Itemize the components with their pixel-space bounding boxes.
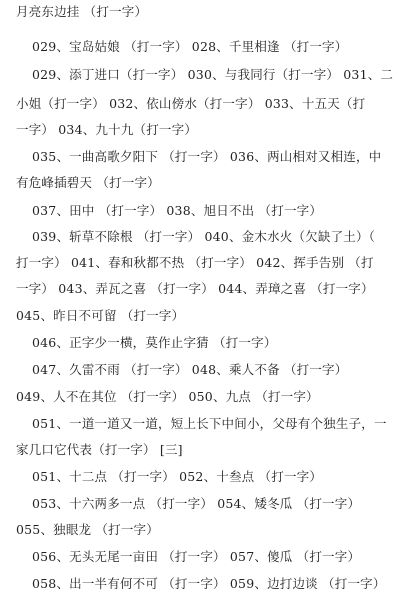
text-line: 家几口它代表（打一字） [三] xyxy=(16,442,183,457)
text-line: 打一字） 041、春和秋都不热 （打一字） 042、挥手告别 （打 xyxy=(16,255,374,270)
text-line: 051、十二点 （打一字） 052、十叁点 （打一字） xyxy=(32,469,323,484)
text-line: 035、一曲高歌夕阳下 （打一字） 036、两山相对又相连，中 xyxy=(32,149,382,164)
text-line: 小姐（打一字） 032、依山傍水（打一字） 033、十五天（打 xyxy=(16,96,366,111)
text-line: 055、独眼龙 （打一字） xyxy=(16,522,159,537)
text-line: 037、田中 （打一字） 038、旭日不出 （打一字） xyxy=(32,203,323,218)
text-line: 049、人不在其位 （打一字） 050、九点 （打一字） xyxy=(16,389,319,404)
text-line: 039、斩草不除根 （打一字） 040、金木水火（欠缺了土）（ xyxy=(32,229,376,244)
text-line: 047、久雷不雨 （打一字） 048、乘人不备 （打一字） xyxy=(32,362,348,377)
text-line: 045、昨日不可留 （打一字） xyxy=(16,308,185,323)
text-line: 月亮东边挂 （打一字） xyxy=(16,4,148,19)
text-line: 051、一道一道又一道，短上长下中间小，父母有个独生子，一 xyxy=(32,416,387,431)
text-line: 053、十六两多一点 （打一字） 054、矮冬瓜 （打一字） xyxy=(32,496,361,511)
text-line: 046、正字少一横，莫作止字猜 （打一字） xyxy=(32,335,277,350)
text-line: 一字） 034、九十九（打一字） xyxy=(16,122,198,137)
text-line: 一字） 043、弄瓦之喜 （打一字） 044、弄璋之喜 （打一字） xyxy=(16,281,374,296)
text-line: 029、添丁进口（打一字） 030、与我同行（打一字） 031、二 xyxy=(32,67,394,82)
text-line: 058、出一半有何不可 （打一字） 059、边打边谈 （打一字） xyxy=(32,576,386,591)
text-line: 029、宝岛姑娘 （打一字） 028、千里相逢 （打一字） xyxy=(32,39,348,54)
text-line: 有危峰插碧天 （打一字） xyxy=(16,175,160,190)
text-line: 056、无头无尾一亩田 （打一字） 057、傻瓜 （打一字） xyxy=(32,549,361,564)
